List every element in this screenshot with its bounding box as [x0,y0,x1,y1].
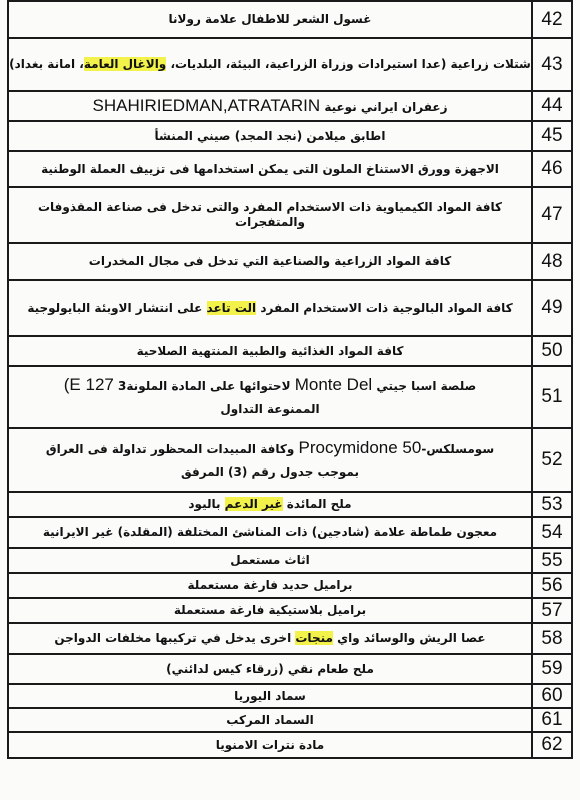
item-description: براميل حديد فارغة مستعملة [8,573,532,598]
table-row [8,151,572,187]
table-row [8,573,572,598]
table-row [8,623,572,654]
table-row [8,732,572,758]
item-number: 53 [532,492,572,517]
item-latin-text: (E 127 [63,375,114,394]
item-text: لاحتوائها على المادة الملونة3 [118,379,291,393]
item-number: 44 [532,91,572,121]
table-row [8,598,572,623]
item-description: كافة المواد الغذائية والطبية المنتهية الصلاحية [8,336,532,366]
item-description [8,492,532,517]
table-row [8,684,572,708]
item-number: 42 [532,1,572,38]
table-row [8,1,572,38]
item-description: السماد المركب [8,708,532,732]
banned-items-table [7,0,573,759]
item-number: 58 [532,623,572,654]
item-text: كافة المواد البالوجية ذات الاستخدام المفرد [256,300,513,315]
item-description: مادة نترات الامنويا [8,732,532,758]
item-latin-text: SHAHIRIEDMAN,ATRATARIN [92,95,321,115]
table-row [8,492,572,517]
item-number: 57 [532,598,572,623]
item-description: غسول الشعر للاطفال علامة رولانا [8,1,532,38]
item-number: 61 [532,708,572,732]
item-latin-text: Procymidone 50 [298,438,422,457]
table-row [8,280,572,336]
item-description [8,91,532,121]
item-description: ملح طعام نقي (زرقاء كيس لدائني) [8,654,532,684]
highlighted-text: غير الدعم [224,497,283,511]
table-row [8,243,572,280]
table-row [8,366,572,428]
item-text: شتلات زراعية (عدا استيرادات وزراة الزراعية، البيئة، البلديات، [166,57,531,71]
highlighted-text: منجات [295,631,333,645]
item-description [8,280,532,336]
item-number: 52 [532,428,572,492]
item-description: كافة المواد الزراعية والصناعية التي تدخل فى مجال المخدرات [8,243,532,280]
item-number: 48 [532,243,572,280]
item-number: 51 [532,366,572,428]
table-row [8,654,572,684]
item-number: 46 [532,151,572,187]
item-number: 60 [532,684,572,708]
table-row [8,187,572,243]
item-number: 56 [532,573,572,598]
item-text: وكافة المبيدات المحظور تداولة فى العراق [45,442,295,456]
item-description [8,623,532,654]
table-row [8,91,572,121]
table-row [8,121,572,151]
item-description [8,428,532,492]
highlighted-text: الت تاعد [206,300,257,315]
table-row [8,708,572,732]
item-number: 47 [532,187,572,243]
item-text: اخرى يدخل في تركيبها مخلفات الدواجن [54,631,296,645]
item-text: صلصة اسبا جيتي [376,379,477,393]
item-description: براميل بلاستيكية فارغة مستعملة [8,598,532,623]
item-number: 55 [532,548,572,573]
table-row [8,336,572,366]
item-text: باليود [188,497,225,511]
item-description: اثاث مستعمل [8,548,532,573]
description-line [9,377,531,394]
item-number: 62 [532,732,572,758]
item-text: زعفران ايراني نوعية [324,99,448,114]
item-number: 43 [532,38,572,91]
item-number: 45 [532,121,572,151]
item-text: سومسلكس- [421,442,495,456]
item-description [8,366,532,428]
highlighted-text: والاغال العامة [83,57,167,71]
item-text: عصا الريش والوسائد واي [332,631,486,645]
item-text: ملح المائدة [282,497,352,511]
item-description [8,38,532,91]
item-text: بموجب جدول رقم (3) المرفق [181,465,359,479]
item-number: 50 [532,336,572,366]
item-description: سماد اليوريا [8,684,532,708]
item-text: ، امانة بغداد) [9,57,84,71]
item-text: على انتشار الاوبئة البايولوجية [27,300,207,315]
table-row [8,517,572,548]
item-latin-text: Monte Del [294,375,373,394]
item-text: الممنوعة التداول [220,402,320,416]
item-description: اطابق ميلامن (نجد المجد) صيني المنشأ [8,121,532,151]
item-number: 54 [532,517,572,548]
table-row [8,38,572,91]
item-number: 59 [532,654,572,684]
table-row [8,548,572,573]
item-number: 49 [532,280,572,336]
item-description: معجون طماطة علامة (شادجين) ذات المناشئ المختلفة (المقلدة) غير الايرانية [8,517,532,548]
table-row [8,428,572,492]
item-description: كافة المواد الكيمياوية ذات الاستخدام المفرد والتى تدخل فى صناعة المقذوفات والمتفجرات [8,187,532,243]
description-line [9,440,531,457]
item-description: الاجهزة وورق الاستناخ الملون التى يمكن استخدامها فى تزييف العملة الوطنية [8,151,532,187]
